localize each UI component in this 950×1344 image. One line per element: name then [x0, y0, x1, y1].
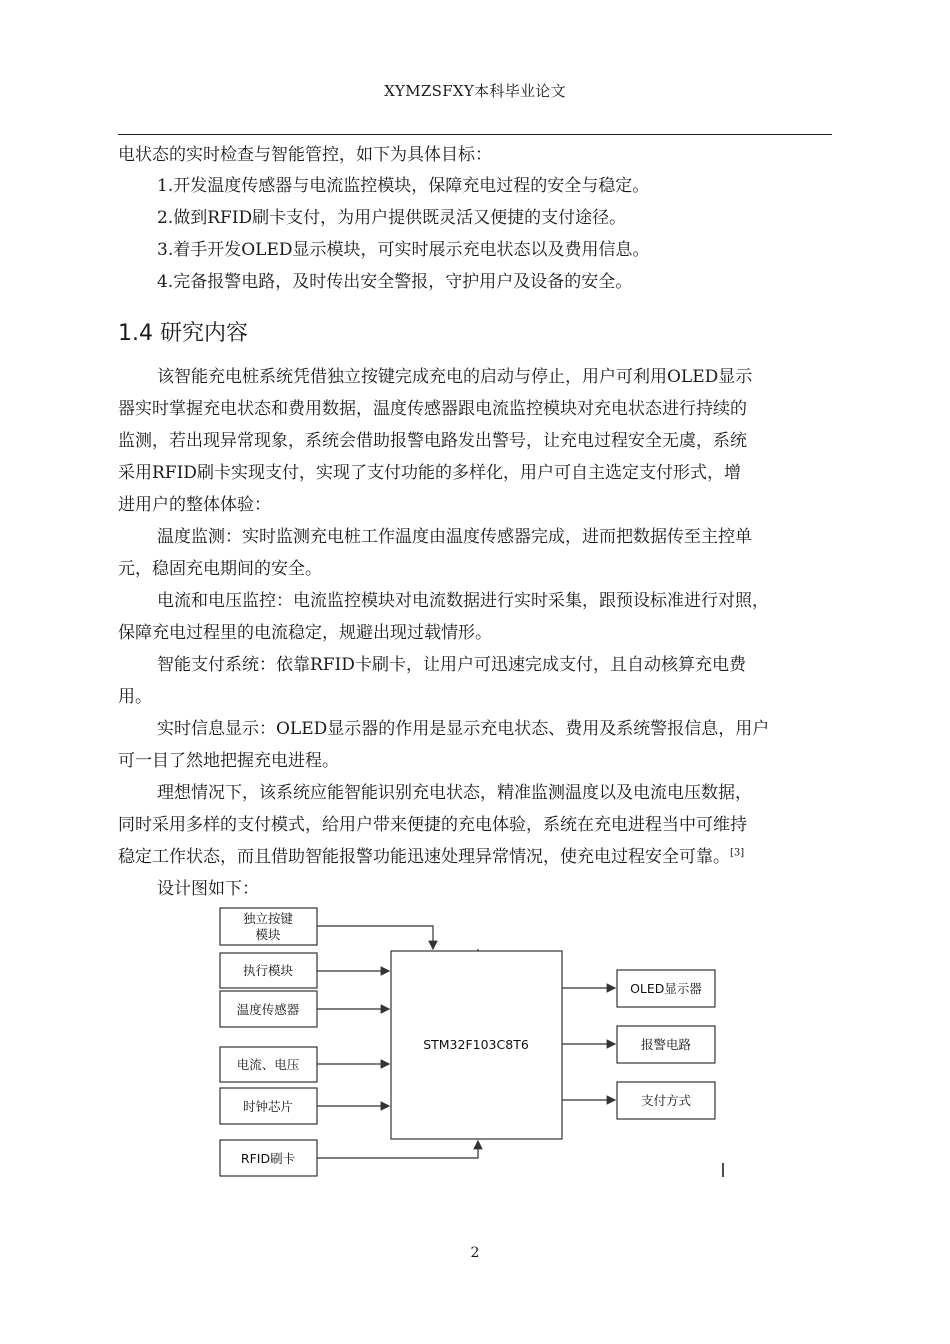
temp-sensor-label: 温度传感器 [236, 1002, 300, 1017]
p1-line-3: 监测，若出现异常现象，系统会借助报警电路发出警号，让充电过程安全无虞，系统 [118, 431, 747, 451]
section-heading: 1.4 研究内容 [118, 321, 248, 346]
header-rule [118, 134, 832, 135]
p4-line-2: 用。 [118, 687, 152, 707]
current-voltage-label: 电流、电压 [236, 1057, 300, 1072]
design-caption: 设计图如下： [157, 879, 259, 899]
p1-line-1: 该智能充电桩系统凭借独立按键完成充电的启动与停止，用户可利用OLED显示 [157, 367, 753, 387]
p3-line-2: 保障充电过程里的电流稳定，规避出现过载情形。 [118, 623, 492, 643]
system-block-diagram [210, 900, 740, 1190]
goal-1: 1.开发温度传感器与电流监控模块，保障充电过程的安全与稳定。 [157, 176, 650, 196]
p1-line-5: 进用户的整体体验： [118, 495, 271, 515]
mcu-label: STM32F103C8T6 [423, 1037, 529, 1052]
p1-line-2: 器实时掌握充电状态和费用数据，温度传感器跟电流监控模块对充电状态进行持续的 [118, 399, 747, 419]
oled-label: OLED显示器 [630, 981, 702, 996]
alarm-label: 报警电路 [640, 1037, 692, 1052]
p6-line-2: 同时采用多样的支付模式，给用户带来便捷的充电体验，系统在充电进程当中可维持 [118, 815, 747, 835]
payment-label: 支付方式 [640, 1093, 692, 1108]
p5-line-2: 可一目了然地把握充电进程。 [118, 751, 339, 771]
goal-2: 2.做到RFID刷卡支付，为用户提供既灵活又便捷的支付途径。 [157, 208, 627, 228]
actuator-label: 执行模块 [242, 963, 294, 978]
clock-chip-label: 时钟芯片 [242, 1099, 294, 1114]
p4-line-1: 智能支付系统：依靠RFID卡刷卡，让用户可迅速完成支付，且自动核算充电费 [157, 655, 746, 675]
intro-line: 电状态的实时检查与智能管控，如下为具体目标： [118, 145, 492, 165]
p6-line-3-text: 稳定工作状态，而且借助智能报警功能迅速处理异常情况，使充电过程安全可靠。 [118, 847, 730, 867]
p5-line-1: 实时信息显示：OLED显示器的作用是显示充电状态、费用及系统警报信息，用户 [157, 719, 770, 739]
p2-line-2: 元，稳固充电期间的安全。 [118, 559, 322, 579]
p3-line-1: 电流和电压监控：电流监控模块对电流数据进行实时采集，跟预设标准进行对照， [157, 591, 769, 611]
p6-line-1: 理想情况下，该系统应能智能识别充电状态，精准监测温度以及电流电压数据， [157, 783, 752, 803]
goal-4: 4.完备报警电路，及时传出安全警报，守护用户及设备的安全。 [157, 272, 633, 292]
page-number: 2 [470, 1245, 480, 1261]
key-module-label-2: 模块 [255, 927, 281, 942]
key-module-label-1: 独立按键 [242, 911, 294, 926]
rfid-to-mcu-arrow [317, 1141, 478, 1158]
p1-line-4: 采用RFID刷卡实现支付，实现了支付功能的多样化，用户可自主选定支付形式，增 [118, 463, 741, 483]
p2-line-1: 温度监测：实时监测充电桩工作温度由温度传感器完成，进而把数据传至主控单 [157, 527, 752, 547]
goal-3: 3.着手开发OLED显示模块，可实时展示充电状态以及费用信息。 [157, 240, 650, 260]
running-header: XYMZSFXY本科毕业论文 [384, 82, 566, 100]
rfid-label: RFID刷卡 [240, 1151, 296, 1166]
stray-dot [477, 949, 479, 951]
p6-line-3 [118, 847, 832, 867]
key-to-mcu-arrow [317, 926, 433, 949]
citation[interactable]: [3] [730, 847, 745, 859]
